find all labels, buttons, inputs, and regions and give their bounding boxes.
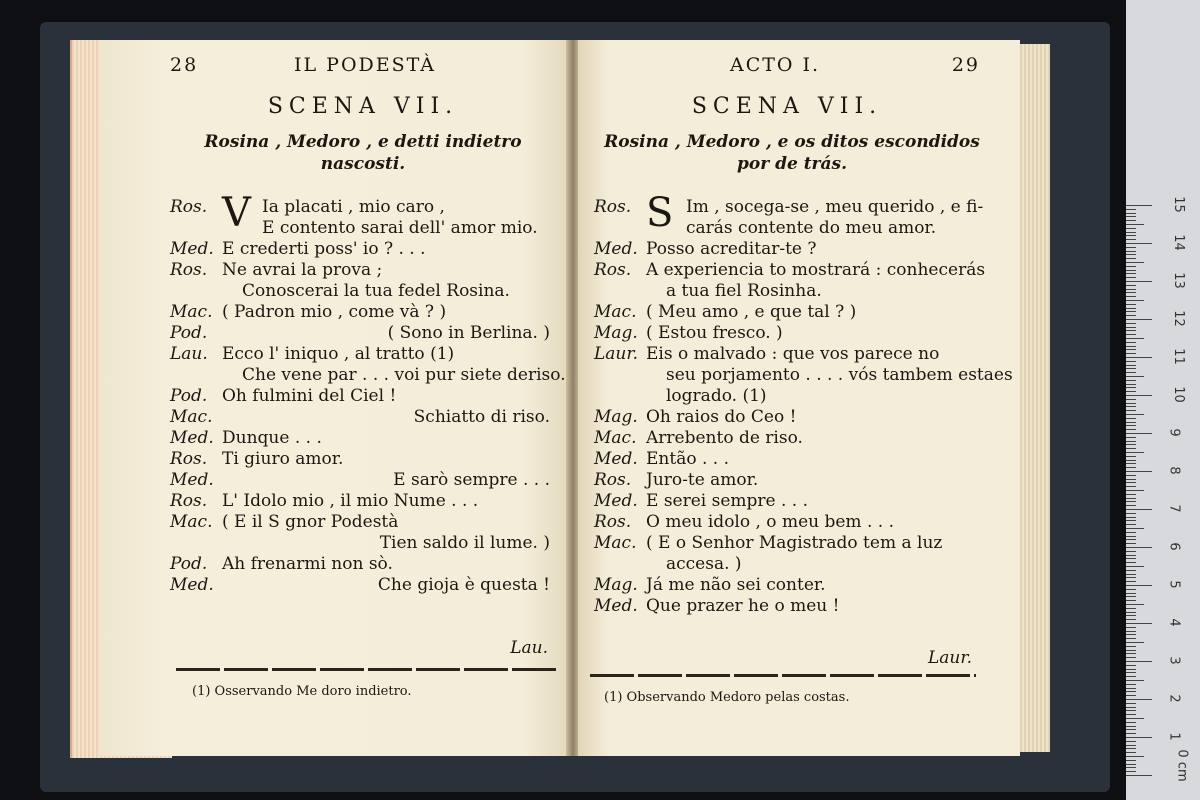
ruler-tick bbox=[1126, 387, 1136, 388]
ruler-tick bbox=[1126, 699, 1152, 700]
line-text: E crederti poss' io ? . . . bbox=[222, 239, 426, 259]
ruler-number: 5 bbox=[1166, 580, 1182, 589]
ruler-tick bbox=[1126, 228, 1136, 229]
ruler-tick bbox=[1126, 422, 1136, 423]
ruler-tick bbox=[1126, 444, 1136, 445]
ruler-tick bbox=[1126, 266, 1136, 267]
line-text: ( Sono in Berlina. ) bbox=[387, 323, 550, 343]
ruler-tick bbox=[1126, 775, 1152, 776]
ruler-tick bbox=[1126, 524, 1136, 525]
ruler-tick bbox=[1126, 437, 1136, 438]
ruler-tick bbox=[1126, 669, 1136, 670]
ruler-tick bbox=[1126, 585, 1152, 586]
speaker-name: Laur. bbox=[594, 344, 639, 364]
drop-cap: V bbox=[222, 190, 251, 236]
ruler-tick bbox=[1126, 220, 1136, 221]
ruler-tick bbox=[1126, 456, 1136, 457]
ruler-tick bbox=[1126, 505, 1136, 506]
line-text: Ecco l' iniquo , al tratto (1) bbox=[222, 344, 455, 364]
line-text: Ne avrai la prova ; bbox=[222, 260, 383, 280]
dialogue-line bbox=[594, 449, 980, 470]
speaker-name: Mac. bbox=[170, 302, 213, 322]
line-text: accesa. ) bbox=[666, 554, 742, 574]
ruler-tick bbox=[1126, 642, 1144, 643]
speaker-name: Med. bbox=[594, 596, 638, 616]
ruler-number: 11 bbox=[1170, 348, 1186, 365]
ruler-tick bbox=[1126, 729, 1136, 730]
ruler-tick bbox=[1126, 292, 1136, 293]
dialogue-line bbox=[594, 281, 980, 302]
ruler-tick bbox=[1126, 429, 1136, 430]
ruler-tick bbox=[1126, 315, 1136, 316]
ruler-tick bbox=[1126, 330, 1136, 331]
ruler-tick bbox=[1126, 756, 1144, 757]
drop-cap: S bbox=[646, 190, 674, 236]
ruler-tick bbox=[1126, 311, 1136, 312]
dialogue-line bbox=[170, 449, 556, 470]
right-page bbox=[578, 40, 1020, 756]
dialogue-lines bbox=[170, 190, 566, 596]
ruler-tick bbox=[1126, 239, 1136, 240]
ruler-tick bbox=[1126, 209, 1136, 210]
dialogue-line bbox=[594, 491, 980, 512]
ruler-tick bbox=[1126, 558, 1136, 559]
ruler-tick bbox=[1126, 547, 1152, 548]
dialogue-line bbox=[170, 218, 556, 239]
ruler-tick bbox=[1126, 334, 1136, 335]
ruler-tick bbox=[1126, 482, 1136, 483]
running-header bbox=[170, 54, 556, 84]
ruler-tick bbox=[1126, 498, 1136, 499]
line-text: Arrebento de riso. bbox=[646, 428, 803, 448]
dialogue-line bbox=[170, 575, 556, 596]
line-text: A experiencia to mostrará : conhecerás bbox=[646, 260, 986, 280]
dialogue-line bbox=[594, 428, 980, 449]
ruler-tick bbox=[1126, 254, 1136, 255]
scale-ruler bbox=[1126, 0, 1200, 800]
line-text: ( Estou fresco. ) bbox=[646, 323, 783, 343]
ruler-tick bbox=[1126, 509, 1152, 510]
ruler-tick bbox=[1126, 289, 1136, 290]
ruler-tick bbox=[1126, 501, 1136, 502]
line-text: logrado. (1) bbox=[666, 386, 767, 406]
ruler-number: 8 bbox=[1166, 466, 1182, 475]
ruler-tick bbox=[1126, 425, 1136, 426]
speaker-name: Mac. bbox=[594, 533, 637, 553]
dialogue-line bbox=[170, 428, 556, 449]
ruler-tick bbox=[1126, 600, 1136, 601]
line-text: Tien saldo il lume. ) bbox=[379, 533, 550, 553]
ruler-tick bbox=[1126, 684, 1136, 685]
ruler-tick bbox=[1126, 680, 1144, 681]
line-text: Schiatto di riso. bbox=[413, 407, 550, 427]
line-text: O meu idolo , o meu bem . . . bbox=[646, 512, 894, 532]
speaker-name: Ros. bbox=[170, 260, 208, 280]
dialogue-line bbox=[594, 344, 980, 365]
line-text: ( E il S gnor Podestà bbox=[222, 512, 399, 532]
ruler-tick bbox=[1126, 661, 1152, 662]
ruler-tick bbox=[1126, 562, 1136, 563]
ruler-tick bbox=[1126, 376, 1144, 377]
ruler-tick bbox=[1126, 399, 1136, 400]
dialogue-lines bbox=[594, 190, 1013, 617]
cast-line: Rosina , Medoro , e detti indietro nascosti. bbox=[204, 132, 522, 174]
ruler-tick bbox=[1126, 281, 1152, 282]
line-text: Que prazer he o meu ! bbox=[646, 596, 840, 616]
speaker-name: Ros. bbox=[594, 512, 632, 532]
ruler-tick bbox=[1126, 513, 1136, 514]
ruler-tick bbox=[1126, 353, 1136, 354]
ruler-tick bbox=[1126, 224, 1144, 225]
line-text: ( Padron mio , come và ? ) bbox=[222, 302, 447, 322]
ruler-number: 10 bbox=[1170, 386, 1186, 403]
speaker-name: Mac. bbox=[594, 428, 637, 448]
speaker-name: Mac. bbox=[594, 302, 637, 322]
ruler-tick bbox=[1126, 555, 1136, 556]
speaker-name: Mac. bbox=[170, 512, 213, 532]
ruler-tick bbox=[1126, 403, 1136, 404]
footnote-rule bbox=[590, 674, 976, 677]
ruler-tick bbox=[1126, 707, 1136, 708]
speaker-name: Med. bbox=[594, 491, 638, 511]
ruler-tick bbox=[1126, 319, 1152, 320]
line-text: Im , socega-se , meu querido , e fi- bbox=[686, 197, 984, 217]
ruler-tick bbox=[1126, 308, 1136, 309]
ruler-tick bbox=[1126, 235, 1136, 236]
ruler-tick bbox=[1126, 494, 1136, 495]
ruler-tick bbox=[1126, 406, 1136, 407]
dialogue-line bbox=[170, 344, 556, 365]
ruler-number: 3 bbox=[1166, 656, 1182, 665]
speaker-name: Ros. bbox=[170, 197, 208, 217]
line-text: Juro-te amor. bbox=[646, 470, 759, 490]
ruler-tick bbox=[1126, 748, 1136, 749]
ruler-tick bbox=[1126, 247, 1136, 248]
ruler-tick bbox=[1126, 460, 1136, 461]
footnote: (1) Osservando Me doro indietro. bbox=[192, 684, 412, 699]
ruler-tick bbox=[1126, 733, 1136, 734]
dialogue-line bbox=[594, 470, 980, 491]
ruler-tick bbox=[1126, 688, 1136, 689]
ruler-tick bbox=[1126, 418, 1136, 419]
ruler-tick bbox=[1126, 273, 1136, 274]
ruler-tick bbox=[1126, 520, 1136, 521]
speaker-name: Med. bbox=[170, 575, 214, 595]
ruler-tick bbox=[1126, 638, 1136, 639]
ruler-tick bbox=[1126, 300, 1144, 301]
ruler-tick bbox=[1126, 657, 1136, 658]
ruler-tick bbox=[1126, 695, 1136, 696]
ruler-tick bbox=[1126, 414, 1144, 415]
ruler-tick bbox=[1126, 741, 1136, 742]
left-page bbox=[100, 40, 570, 756]
dialogue-line bbox=[594, 512, 980, 533]
ruler-tick bbox=[1126, 615, 1136, 616]
ruler-tick bbox=[1126, 327, 1136, 328]
ruler-tick bbox=[1126, 528, 1144, 529]
line-text: E serei sempre . . . bbox=[646, 491, 809, 511]
ruler-tick bbox=[1126, 722, 1136, 723]
catchword: Laur. bbox=[927, 648, 972, 668]
dialogue-line bbox=[594, 533, 980, 554]
line-text: Che vene par . . . voi pur siete deriso. bbox=[242, 365, 566, 385]
running-header bbox=[594, 54, 980, 84]
ruler-number: 7 bbox=[1166, 504, 1182, 513]
speaker-name: Pod. bbox=[170, 323, 208, 343]
ruler-tick bbox=[1126, 258, 1136, 259]
ruler-tick bbox=[1126, 452, 1144, 453]
ruler-number: 6 bbox=[1166, 542, 1182, 551]
line-text: Ti giuro amor. bbox=[222, 449, 344, 469]
ruler-tick bbox=[1126, 612, 1136, 613]
ruler-tick bbox=[1126, 349, 1136, 350]
ruler-tick bbox=[1126, 665, 1136, 666]
line-text: E contento sarai dell' amor mio. bbox=[262, 218, 538, 238]
ruler-tick bbox=[1126, 296, 1136, 297]
ruler-tick bbox=[1126, 570, 1136, 571]
line-text: Oh raios do Ceo ! bbox=[646, 407, 797, 427]
line-text: Conoscerai la tua fedel Rosina. bbox=[242, 281, 510, 301]
dialogue-line bbox=[170, 365, 566, 386]
ruler-tick bbox=[1126, 216, 1136, 217]
ruler-tick bbox=[1126, 433, 1152, 434]
line-text: Ah frenarmi non sò. bbox=[222, 554, 393, 574]
ruler-number: 14 bbox=[1170, 234, 1186, 251]
ruler-tick bbox=[1126, 391, 1136, 392]
ruler-tick bbox=[1126, 714, 1136, 715]
speaker-name: Mag. bbox=[594, 407, 638, 427]
line-text: ( E o Senhor Magistrado tem a luz bbox=[646, 533, 943, 553]
line-text: Posso acreditar-te ? bbox=[646, 239, 817, 259]
scene-heading: SCENA VII. bbox=[267, 94, 459, 119]
line-text: a tua fiel Rosinha. bbox=[666, 281, 822, 301]
line-text: L' Idolo mio , il mio Nume . . . bbox=[222, 491, 479, 511]
ruler-tick bbox=[1126, 764, 1136, 765]
ruler-tick bbox=[1126, 342, 1136, 343]
speaker-name: Ros. bbox=[170, 449, 208, 469]
line-text: Já me não sei conter. bbox=[646, 575, 826, 595]
speaker-name: Ros. bbox=[594, 470, 632, 490]
dialogue-line bbox=[594, 575, 980, 596]
catchword: Lau. bbox=[510, 638, 548, 658]
cast-line: Rosina , Medoro , e os ditos escondidos por de trás. bbox=[604, 132, 980, 174]
line-text: Eis o malvado : que vos parece no bbox=[646, 344, 940, 364]
ruler-tick bbox=[1126, 604, 1144, 605]
ruler-number: 15 bbox=[1170, 196, 1186, 213]
ruler-tick bbox=[1126, 691, 1136, 692]
ruler-tick bbox=[1126, 285, 1136, 286]
ruler-tick bbox=[1126, 752, 1136, 753]
speaker-name: Med. bbox=[170, 470, 214, 490]
ruler-tick bbox=[1126, 589, 1136, 590]
dialogue-line bbox=[594, 407, 980, 428]
speaker-name: Pod. bbox=[170, 554, 208, 574]
ruler-tick bbox=[1126, 463, 1136, 464]
footnote: (1) Observando Medoro pelas costas. bbox=[604, 690, 850, 705]
line-text: seu porjamento . . . . vós tambem estaes bbox=[666, 365, 1013, 385]
ruler-tick bbox=[1126, 486, 1136, 487]
ruler-tick bbox=[1126, 475, 1136, 476]
ruler-tick bbox=[1126, 593, 1136, 594]
line-text: ( Meu amo , e que tal ? ) bbox=[646, 302, 857, 322]
speaker-name: Ros. bbox=[594, 260, 632, 280]
dialogue-line bbox=[170, 533, 556, 554]
ruler-tick bbox=[1126, 771, 1136, 772]
dialogue-line bbox=[594, 260, 986, 281]
ruler-tick bbox=[1126, 213, 1136, 214]
dialogue-line bbox=[594, 554, 980, 575]
speaker-name: Mac. bbox=[170, 407, 213, 427]
running-head-title: ACTO I. bbox=[730, 54, 821, 76]
ruler-tick bbox=[1126, 251, 1136, 252]
speaker-name: Mag. bbox=[594, 323, 638, 343]
line-text: Oh fulmini del Ciel ! bbox=[222, 386, 397, 406]
dialogue-line bbox=[170, 302, 556, 323]
ruler-tick bbox=[1126, 410, 1136, 411]
scene-heading: SCENA VII. bbox=[691, 94, 883, 119]
ruler-tick bbox=[1126, 395, 1152, 396]
speaker-name: Med. bbox=[594, 449, 638, 469]
ruler-tick bbox=[1126, 243, 1152, 244]
dialogue-line bbox=[170, 281, 556, 302]
ruler-tick bbox=[1126, 357, 1152, 358]
ruler-number: 9 bbox=[1166, 428, 1182, 437]
ruler-tick bbox=[1126, 490, 1144, 491]
speaker-name: Pod. bbox=[170, 386, 208, 406]
ruler-tick bbox=[1126, 574, 1136, 575]
ruler-tick bbox=[1126, 596, 1136, 597]
ruler-tick bbox=[1126, 277, 1136, 278]
ruler-tick bbox=[1126, 380, 1136, 381]
ruler-number: 2 bbox=[1166, 694, 1182, 703]
ruler-tick bbox=[1126, 365, 1136, 366]
dialogue-line bbox=[594, 323, 980, 344]
ruler-number: 4 bbox=[1166, 618, 1182, 627]
speaker-name: Ros. bbox=[594, 197, 632, 217]
ruler-tick bbox=[1126, 270, 1136, 271]
ruler-tick bbox=[1126, 718, 1144, 719]
ruler-tick bbox=[1126, 634, 1136, 635]
ruler-tick bbox=[1126, 608, 1136, 609]
dialogue-line bbox=[170, 239, 556, 260]
ruler-unit-label: 0 cm bbox=[1174, 749, 1190, 782]
ruler-tick bbox=[1126, 479, 1136, 480]
dialogue-line bbox=[170, 470, 556, 491]
ruler-tick bbox=[1126, 372, 1136, 373]
ruler-tick bbox=[1126, 304, 1136, 305]
line-text: E sarò sempre . . . bbox=[393, 470, 550, 490]
line-text: Ia placati , mio caro , bbox=[262, 197, 445, 217]
ruler-tick bbox=[1126, 346, 1136, 347]
ruler-tick bbox=[1126, 338, 1144, 339]
ruler-tick bbox=[1126, 577, 1136, 578]
ruler-tick bbox=[1126, 441, 1136, 442]
page-number: 29 bbox=[951, 54, 980, 76]
ruler-tick bbox=[1126, 543, 1136, 544]
ruler-tick bbox=[1126, 323, 1136, 324]
ruler-tick bbox=[1126, 703, 1136, 704]
ruler-tick bbox=[1126, 205, 1152, 206]
ruler-number: 13 bbox=[1170, 272, 1186, 289]
running-head-title: IL PODESTÀ bbox=[294, 54, 436, 76]
ruler-tick bbox=[1126, 631, 1136, 632]
dialogue-line bbox=[594, 365, 1013, 386]
ruler-tick bbox=[1126, 471, 1152, 472]
ruler-tick bbox=[1126, 737, 1152, 738]
speaker-name: Med. bbox=[170, 428, 214, 448]
ruler-tick bbox=[1126, 653, 1136, 654]
dialogue-line bbox=[594, 302, 980, 323]
ruler-tick bbox=[1126, 619, 1136, 620]
ruler-tick bbox=[1126, 361, 1136, 362]
dialogue-line bbox=[594, 386, 980, 407]
ruler-tick bbox=[1126, 551, 1136, 552]
ruler-tick bbox=[1126, 710, 1136, 711]
ruler-tick bbox=[1126, 467, 1136, 468]
ruler-tick bbox=[1126, 676, 1136, 677]
ruler-tick bbox=[1126, 384, 1136, 385]
ruler-tick bbox=[1126, 536, 1136, 537]
ruler-tick bbox=[1126, 539, 1136, 540]
ruler-tick bbox=[1126, 623, 1152, 624]
line-text: carás contente do meu amor. bbox=[686, 218, 937, 238]
speaker-name: Mag. bbox=[594, 575, 638, 595]
ruler-tick bbox=[1126, 566, 1144, 567]
ruler-tick bbox=[1126, 672, 1136, 673]
ruler-tick bbox=[1126, 760, 1136, 761]
speaker-name: Med. bbox=[170, 239, 214, 259]
dialogue-line bbox=[594, 218, 980, 239]
ruler-tick bbox=[1126, 368, 1136, 369]
dialogue-line bbox=[170, 407, 556, 428]
ruler-tick bbox=[1126, 650, 1136, 651]
ruler-tick bbox=[1126, 726, 1136, 727]
dialogue-line bbox=[170, 491, 556, 512]
ruler-tick bbox=[1126, 581, 1136, 582]
speaker-name: Ros. bbox=[170, 491, 208, 511]
ruler-tick bbox=[1126, 532, 1136, 533]
ruler-tick bbox=[1126, 448, 1136, 449]
ruler-tick bbox=[1126, 745, 1136, 746]
dialogue-line bbox=[170, 386, 556, 407]
dialogue-line bbox=[594, 596, 980, 617]
line-text: Che gioja è questa ! bbox=[377, 575, 550, 595]
footnote-rule bbox=[176, 668, 558, 671]
dialogue-line bbox=[170, 260, 556, 281]
line-text: Então . . . bbox=[646, 449, 729, 469]
ruler-tick bbox=[1126, 262, 1144, 263]
ruler-tick bbox=[1126, 517, 1136, 518]
ruler-number: 12 bbox=[1170, 310, 1186, 327]
dialogue-line bbox=[594, 239, 980, 260]
ruler-tick bbox=[1126, 627, 1136, 628]
ruler-tick bbox=[1126, 767, 1136, 768]
dialogue-line bbox=[170, 512, 556, 533]
speaker-name: Med. bbox=[594, 239, 638, 259]
page-number: 28 bbox=[170, 54, 199, 76]
ruler-tick bbox=[1126, 646, 1136, 647]
speaker-name: Lau. bbox=[170, 344, 208, 364]
ruler-tick bbox=[1126, 232, 1136, 233]
dialogue-line bbox=[170, 554, 556, 575]
line-text: Dunque . . . bbox=[222, 428, 322, 448]
ruler-number: 1 bbox=[1166, 732, 1182, 741]
dialogue-line bbox=[170, 323, 556, 344]
